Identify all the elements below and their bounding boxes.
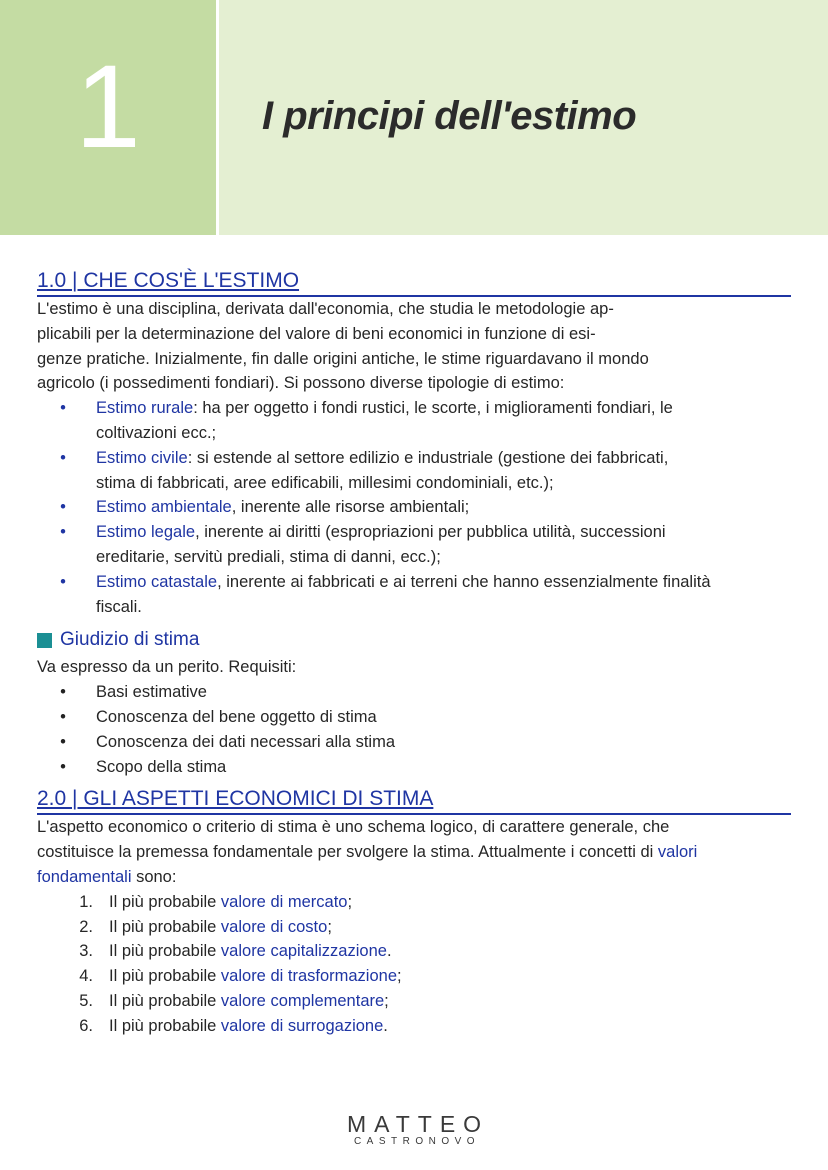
list-item — [37, 446, 791, 496]
estimo-type-desc: : ha per oggetto i fondi rustici, le scorte, i miglioramenti fondiari, le — [193, 399, 673, 418]
keyword-fondamentali: fondamentali — [37, 867, 132, 886]
chapter-header — [0, 0, 828, 235]
section-heading-text: 2.0 | GLI ASPETTI ECONOMICI DI STIMA — [37, 787, 434, 811]
logo-surname: CASTRONOVO — [353, 1136, 481, 1147]
estimo-type-desc: : si estende al settore edilizio e industriale (gestione dei fabbricati, — [187, 448, 669, 467]
value-term: valore di surrogazione — [220, 1016, 384, 1035]
chapter-title: I principi dell'estimo — [262, 94, 637, 138]
list-item — [37, 570, 791, 620]
value-prefix: Il più probabile — [109, 892, 221, 911]
intro-line: L'estimo è una disciplina, derivata dall'economia, che studia le metodologie ap- — [37, 300, 614, 318]
requirement-text: Conoscenza dei dati necessari alla stima — [96, 732, 395, 751]
value-prefix: Il più probabile — [109, 991, 221, 1010]
page-content — [37, 268, 791, 1039]
value-end: ; — [397, 967, 402, 986]
list-item — [37, 755, 791, 780]
value-term: valore complementare — [220, 991, 385, 1010]
list-item — [37, 730, 791, 755]
value-term: valore capitalizzazione — [220, 942, 387, 961]
square-bullet-icon — [37, 633, 52, 648]
value-end: ; — [384, 991, 389, 1010]
list-item — [37, 964, 791, 989]
estimo-type-term: Estimo rurale — [96, 399, 194, 418]
intro-line: genze pratiche. Inizialmente, fin dalle origini antiche, le stime riguardavano il mondo — [37, 349, 649, 368]
intro-line: costituisce la premessa fondamentale per svolgere la stima. Attualmente i concetti di — [37, 843, 658, 862]
value-end: . — [383, 1016, 388, 1035]
value-prefix: Il più probabile — [109, 1016, 221, 1035]
requirement-text: Basi estimative — [96, 683, 207, 702]
estimo-types-list — [37, 396, 791, 619]
estimo-type-term: Estimo legale — [96, 523, 196, 542]
estimo-type-term: Estimo ambientale — [96, 498, 232, 517]
bullet-icon: • — [60, 707, 66, 726]
list-item — [37, 396, 791, 446]
giudizio-intro: Va espresso da un perito. Requisiti: — [37, 658, 297, 677]
value-end: ; — [327, 917, 332, 936]
section-heading-aspetti — [37, 786, 791, 815]
list-item — [37, 520, 791, 570]
list-item — [37, 890, 791, 915]
estimo-type-term: Estimo catastale — [96, 572, 218, 591]
list-number: 4. — [79, 967, 93, 986]
bullet-icon: • — [60, 523, 66, 542]
value-prefix: Il più probabile — [109, 917, 221, 936]
estimo-type-desc: , inerente ai fabbricati e ai terreni che hanno essenzialmente finalità — [217, 572, 711, 591]
requirement-text: Scopo della stima — [96, 757, 227, 776]
intro-line: sono: — [131, 867, 177, 886]
bullet-icon: • — [60, 498, 66, 517]
list-number: 5. — [79, 991, 93, 1010]
value-end: . — [386, 942, 392, 961]
estimo-intro-paragraph — [37, 297, 791, 396]
fundamental-values-list — [37, 890, 791, 1039]
chapter-number: 1 — [75, 41, 141, 173]
list-item — [37, 1014, 791, 1039]
list-number: 3. — [79, 942, 93, 961]
value-prefix: Il più probabile — [109, 942, 221, 961]
requirement-text: Conoscenza del bene oggetto di stima — [96, 707, 377, 726]
intro-line: plicabili per la determinazione del valore di beni economici in funzione di esi- — [37, 324, 596, 343]
value-term: valore di trasformazione — [220, 967, 397, 986]
intro-line: L'aspetto economico o criterio di stima è uno schema logico, di carattere generale, che — [37, 818, 670, 837]
bullet-icon: • — [60, 399, 66, 418]
list-item — [37, 989, 791, 1014]
bullet-icon: • — [60, 683, 66, 702]
bullet-icon: • — [60, 572, 66, 591]
value-end: ; — [347, 892, 353, 911]
estimo-type-desc: , inerente ai diritti (espropriazioni per pubblica utilità, successioni — [195, 523, 666, 542]
list-item — [37, 705, 791, 730]
value-term: valore di costo — [220, 917, 328, 936]
estimo-type-desc: , inerente alle risorse ambientali; — [231, 498, 470, 517]
bullet-icon: • — [60, 732, 66, 751]
logo-name: MATTEO — [346, 1111, 490, 1137]
estimo-type-term: Estimo civile — [96, 448, 188, 467]
requirements-list — [37, 680, 791, 779]
value-term: valore di mercato — [220, 892, 348, 911]
list-item — [37, 915, 791, 940]
section-heading-text: 1.0 | CHE COS'È L'ESTIMO — [37, 269, 300, 292]
estimo-type-desc: coltivazioni ecc.; — [96, 423, 217, 442]
keyword-valori: valori — [657, 843, 698, 862]
author-logo — [0, 1112, 828, 1148]
list-number: 2. — [79, 917, 93, 936]
list-number: 6. — [79, 1016, 93, 1035]
value-prefix: Il più probabile — [109, 967, 221, 986]
intro-line: agricolo (i possedimenti fondiari). Si possono diverse tipologie di estimo: — [37, 374, 565, 393]
bullet-icon: • — [60, 757, 66, 776]
list-item — [37, 680, 791, 705]
aspetti-intro-paragraph — [37, 815, 791, 889]
list-item — [37, 495, 791, 520]
bullet-icon: • — [60, 448, 66, 467]
estimo-type-desc: fiscali. — [96, 597, 142, 616]
list-number: 1. — [79, 892, 93, 911]
giudizio-heading — [37, 627, 791, 653]
estimo-type-desc: ereditarie, servitù prediali, stima di danni, ecc.); — [96, 547, 441, 566]
section-heading-estimo — [37, 268, 791, 297]
giudizio-heading-text: Giudizio di stima — [60, 629, 200, 651]
chapter-number-box — [0, 0, 219, 235]
list-item — [37, 939, 791, 964]
estimo-type-desc: stima di fabbricati, aree edificabili, millesimi condominiali, etc.); — [96, 473, 554, 492]
